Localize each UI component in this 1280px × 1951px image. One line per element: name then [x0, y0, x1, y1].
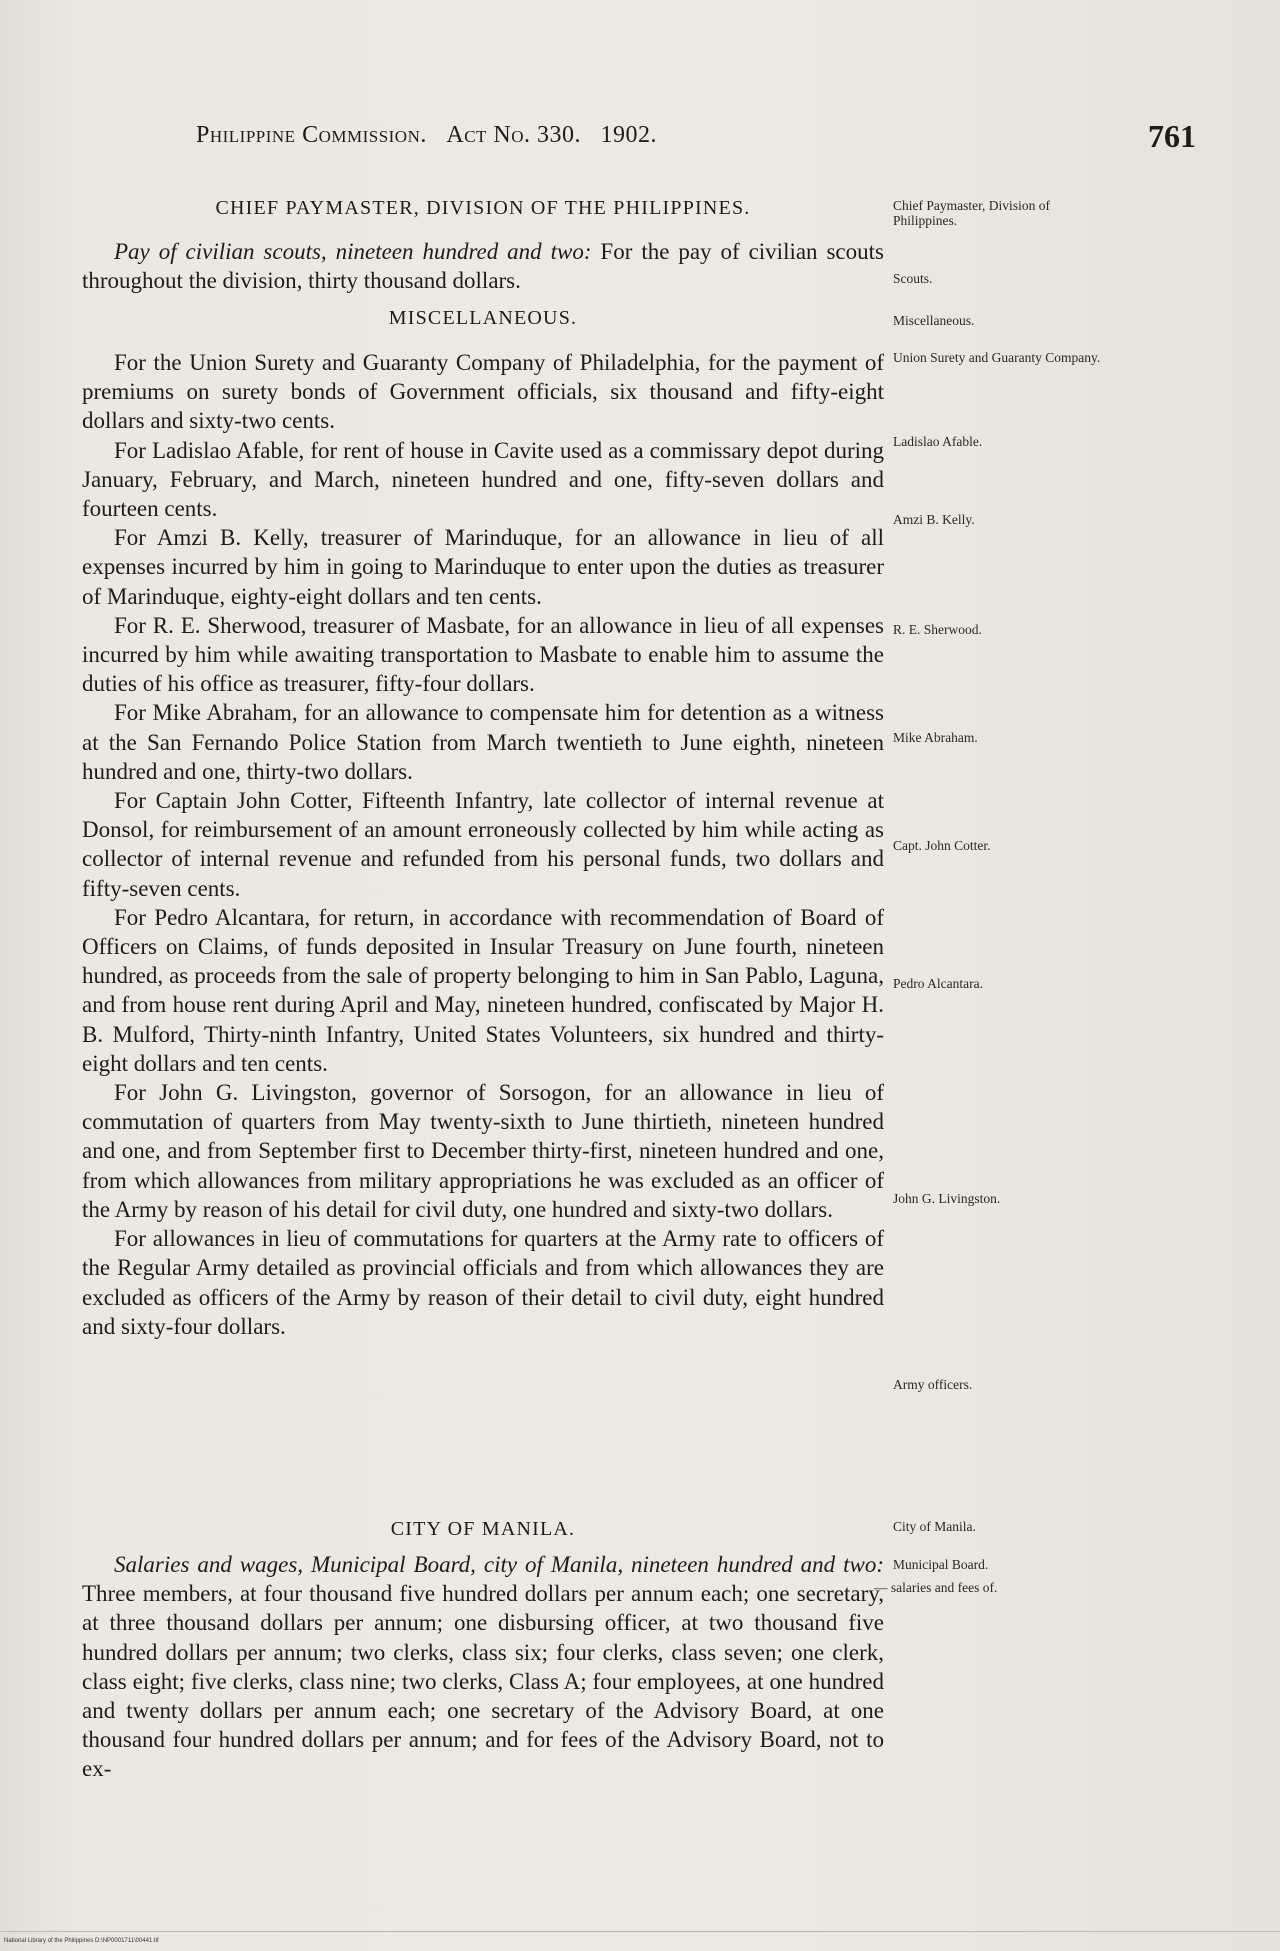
running-head-title: Philippine Commission. [196, 122, 427, 148]
paragraph-alcantara: For Pedro Alcantara, for return, in accordance with recommendation of Board of Officers on Claims, of funds deposited in Insular Treasury on June fourth, nineteen hundred, as proceeds from the sale of property belonging to him in San Pablo, Laguna, and from house rent during April and May, nineteen hundred, confiscated by Major H. B. Mulford, Thirty-ninth Infantry, United States Volunteers, six hundred and thirty-eight dollars and ten cents. [82, 904, 884, 1076]
margin-note-miscellaneous: Miscellaneous. [893, 313, 975, 328]
margin-note-army-officers: Army officers. [893, 1377, 973, 1392]
scan-credit: National Library of the Philippines D:\NP0001711\00441.tif [4, 1938, 159, 1944]
manila-italic-heading: Salaries and wages, Municipal Board, city of Manila, nineteen hundred and two: [114, 1552, 884, 1577]
margin-note-kelly: Amzi B. Kelly. [893, 512, 975, 527]
margin-note-chief-paymaster: Chief Paymaster, Division of Philippines. [893, 198, 1050, 228]
paragraph-army-officers: For allowances in lieu of commutations for quarters at the Army rate to officers of the Regular Army detailed as provincial officials and from which allowances they are excluded as officers of the Army by reason of their detail to civil duty, eight hundred and sixty-four dollars. [82, 1226, 884, 1339]
margin-note-scouts: Scouts. [893, 271, 933, 286]
section-heading-chief-paymaster: CHIEF PAYMASTER, DIVISION OF THE PHILIPPINES. [215, 197, 751, 219]
margin-note-afable: Ladislao Afable. [893, 434, 983, 449]
paragraph-union-surety: For the Union Surety and Guaranty Company of Philadelphia, for the payment of premiums on surety bonds of Government officials, six thousand and fifty-eight dollars and sixty-two cents. [82, 350, 884, 434]
section-heading-miscellaneous: MISCELLANEOUS. [388, 307, 578, 329]
miscellaneous-body [82, 348, 884, 1341]
running-head-year: 1902. [600, 122, 658, 148]
manila-body [82, 1550, 884, 1784]
paragraph-livingston: For John G. Livingston, governor of Sorsogon, for an allowance in lieu of commutation of quarters from May twenty-sixth to June thirtieth, nineteen hundred and one, and from September first to December thirty-first, nineteen hundred and one, from which allowances from military appropriations he was excluded as an officer of the Army by reason of his detail for civil duty, one hundred and sixty-two dollars. [82, 1080, 884, 1222]
manila-text: Three members, at four thousand five hundred dollars per annum each; one secretary, at three thousand dollars per annum; one disbursing officer, at two thousand five hundred dollars per annum; two clerks, class six; four clerks, class seven; one clerk, class eight; five clerks, class nine; two clerks, Class A; four employees, at one hundred and twenty dollars per annum each; one secretary of the Advisory Board, at one thousand four hundred dollars per annum; and for fees of the Advisory Board, not to ex- [82, 1581, 884, 1782]
paragraph-sherwood: For R. E. Sherwood, treasurer of Masbate, for an allowance in lieu of all expenses incurred by him while awaiting transportation to Masbate to enable him to assume the duties of his office as treasurer, fifty-four dollars. [82, 612, 884, 697]
section-heading-city-of-manila: CITY OF MANILA. [390, 1518, 576, 1540]
margin-note-cotter: Capt. John Cotter. [893, 838, 991, 853]
paragraph-kelly: For Amzi B. Kelly, treasurer of Marinduque, for an allowance in lieu of all expenses incurred by him in going to Marinduque to enter upon the duties as treasurer of Marinduque, eighty-eight dollars and ten cents. [82, 525, 884, 609]
running-head [196, 122, 776, 149]
margin-note-abraham: Mike Abraham. [893, 730, 978, 745]
margin-note-sherwood: R. E. Sherwood. [893, 622, 982, 637]
scouts-paragraph [82, 237, 884, 295]
paragraph-afable: For Ladislao Afable, for rent of house in Cavite used as a commissary depot during January, February, and March, nineteen hundred and one, fifty-seven dollars and fourteen cents. [82, 437, 884, 522]
page-number: 761 [1148, 118, 1196, 154]
scouts-text: For the pay of civilian scouts throughout the division, thirty thousand dollars. [82, 239, 884, 294]
margin-note-alcantara: Pedro Alcantara. [893, 976, 983, 991]
footer-rule [0, 1931, 1280, 1932]
running-head-act: Act No. 330. [446, 122, 582, 148]
margin-note-livingston: John G. Livingston. [893, 1191, 1001, 1206]
paragraph-abraham: For Mike Abraham, for an allowance to compensate him for detention as a witness at the San Fernando Police Station from March twentieth to June eighth, nineteen hundred and one, thirty-two dollars. [82, 700, 884, 784]
scouts-paragraph-block [82, 237, 884, 295]
margin-note-city-of-manila: City of Manila. [893, 1519, 976, 1534]
paragraph-manila [82, 1550, 884, 1784]
margin-note-salaries-fees: — salaries and fees of. [874, 1580, 998, 1595]
margin-note-municipal-board: Municipal Board. [893, 1557, 989, 1572]
paragraph-cotter: For Captain John Cotter, Fifteenth Infantry, late collector of internal revenue at Donsol, for reimbursement of an amount erroneously collected by him while acting as collector of internal revenue and refunded from his personal funds, two dollars and fifty-seven cents. [82, 788, 884, 901]
margin-note-union-surety: Union Surety and Guaranty Company. [893, 350, 1101, 365]
scouts-italic-heading: Pay of civilian scouts, nineteen hundred and two: [114, 239, 592, 264]
